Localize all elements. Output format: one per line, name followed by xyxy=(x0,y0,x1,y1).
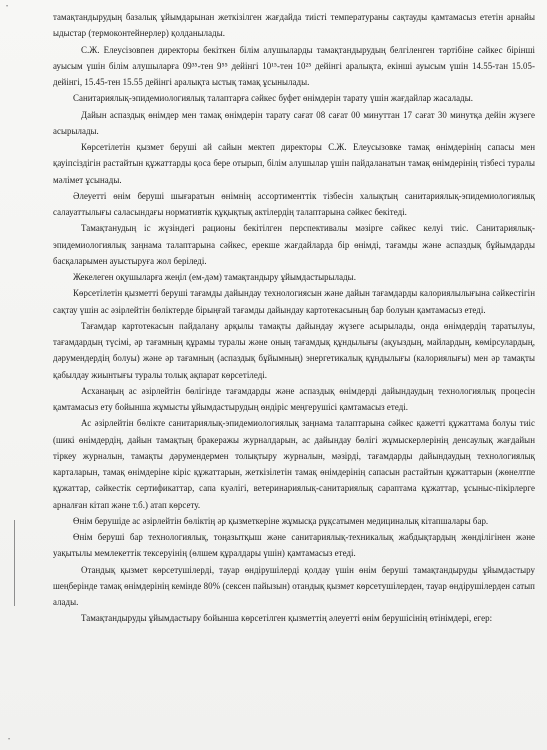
paragraph-14: Өнім беруші бар технологиялық, тоңазытқыш және санитариялық-техникалық жабдықтардың жөнділігінен және уақытылы мемлекеттік тексеруінің (өлшем құралдары үшін) қамтамасыз етеді. xyxy=(53,532,535,559)
paragraph-3: Санитариялық-эпидемиологиялық талаптарға сәйкес буфет өнімдерін тарату үшін жағдайлар жасалады. xyxy=(73,93,473,104)
paragraph-7: Тамақтанудың іс жүзіндегі рационы бекітілген перспективалы мәзірге сәйкес келуі тиіс. Санитариялық-эпидемиологиялық заңнама талаптарына сәйкес, ерекше жағдайларда бір өнімді, тағамды және аспаздық бұйымдарды басқаларымен ауыстыруға жол беріледі. xyxy=(53,223,535,266)
document-body xyxy=(53,9,535,627)
scan-mark: • xyxy=(6,4,9,10)
binding-line xyxy=(14,520,15,606)
paragraph-10: Тағамдар картотекасын пайдалану арқылы тамақты дайындау жүзеге асырылады, онда өнімдердің таратылуы, тағамдардың түсімі, әр тағамның құрамы туралы және оның тағамдық құндылығы (ақуыздың, майлардың, көмірсулардың, дәрумендердің болуы) және әр тағамның (аспаздық бұйымның) энергетикалық құндылығы (калориялығы) мен әр тамақты қабылдау жиынтығы туралы толық ақпарат көрсетіледі. xyxy=(53,320,535,380)
paragraph-11: Асханаңың ас әзірлейтін бөлігінде тағамдарды және аспаздық өнімдерді дайындаудың технологиялық процесін қамтамасыз ету бойынша жұмысты ұйымдастырудың өндіріс меңгерушісі қамтамасыз етеді. xyxy=(53,385,535,412)
paragraph-8: Жекелеген оқушыларға жеңіл (ем-дәм) тамақтандыру ұйымдастырылады. xyxy=(73,272,356,282)
paragraph-13: Өнім берушіде ас әзірлейтін бөліктің әр қызметкеріне жұмысқа рұқсатымен медициналық кітапшалары бар. xyxy=(73,515,489,526)
paragraph-12: Ас әзірлейтін бөлікте санитариялық-эпидемиологиялық заңнама талаптарына сәйкес қажетті құжаттама болуы тиіс (шикі өнімдердің, дайын тамақтың бракеражы журналдарын, ас дайындау бөлігі жұмыскерлерінің денсаулық жағдайын тіркеу журналын, тамақты дәрумендермен толықтыру журналын, мәзірді, тағамдарды дайындаудың технологиялық карталарын, тамақ өнімдеріне кіріс құжаттарын, жеткізілетін тамақ өнімдерінің сапасын растайтын құжаттарын (жөнелтпе құжаттар, сәйкестік сертификаттар, сапа куәлігі, ветеринариялық-санитариялық сараптама құжаттар, ұсыныс-пікірлерге арналған кітап және т.б.) атап көрсету. xyxy=(53,418,535,510)
paragraph-1: тамақтандырудың базалық ұйымдарынан жеткізілген жағдайда тиісті температураны сақтауды қамтамасыз ететін арнайы ыдыстар (термоконтейнерлер) қолданылады. xyxy=(53,12,535,39)
paragraph-6: Әлеуетті өнім беруші шығаратын өнімнің ассортименттік тізбесін халықтың санитариялық-эпидемиологиялық салауаттылығы саласындағы нормативтік құқықтық актілердің талаптарына сәйкес бекітеді. xyxy=(53,190,535,217)
paragraph-15: Отандық қызмет көрсетушілерді, тауар өндірушілерді қолдау үшін өнім беруші тамақтандыруды ұйымдастыру шеңберінде тамақ өнімдерінің кемінде 80% (сексен пайызын) отандық қызмет көрсетушілерден, тауар өндірушілерден сатып алады. xyxy=(53,564,535,607)
paragraph-2: С.Ж. Елеусізовпен директоры бекіткен білім алушыларды тамақтандырудың белгіленген тәртібіне сәйкес бірінші ауысым үшін білім алушыларға 09³⁵-тен 9⁵⁵ дейінгі 10¹⁵-тен 10²⁵ дейінгі аралықта, екінші ауысым үшін 14.55-тан 15.05-дейінгі, 15.45-тен 15.55 дейінгі аралықта ыстық тамақ ұсынылады. xyxy=(53,44,535,87)
paragraph-4: Дайын аспаздық өнімдер мен тамақ өнімдерін тарату сағат 08 сағат 00 минуттан 17 сағат 30 минутқа дейін жүзеге асырылады. xyxy=(53,109,535,136)
paragraph-16: Тамақтандыруды ұйымдастыру бойынша көрсетілген қызметтің әлеуетті өнім берушісінің өтінімдері, егер: xyxy=(81,613,493,624)
paragraph-5: Көрсетілетін қызмет беруші ай сайын мектеп директоры С.Ж. Елеусызовке тамақ өнімдерінің сапасы мен қауіпсіздігін растайтын құжаттарды қоса бере отырып, білім алушылар үшін пайдаланатын тамақ өнімдерінің тізбесі туралы мәлімет ұсынады. xyxy=(53,142,535,185)
paragraph-9: Көрсетілетін қызметті беруші тағамды дайындау технологиясын және дайын тағамдарды калориялылығына сәйкестігін сақтау үшін ас әзірлейтін бөліктерде бірыңғай тағамды дайындау картотекасының бар болуын қамтамасыз етеді. xyxy=(53,288,535,315)
scan-mark: • xyxy=(8,737,11,743)
